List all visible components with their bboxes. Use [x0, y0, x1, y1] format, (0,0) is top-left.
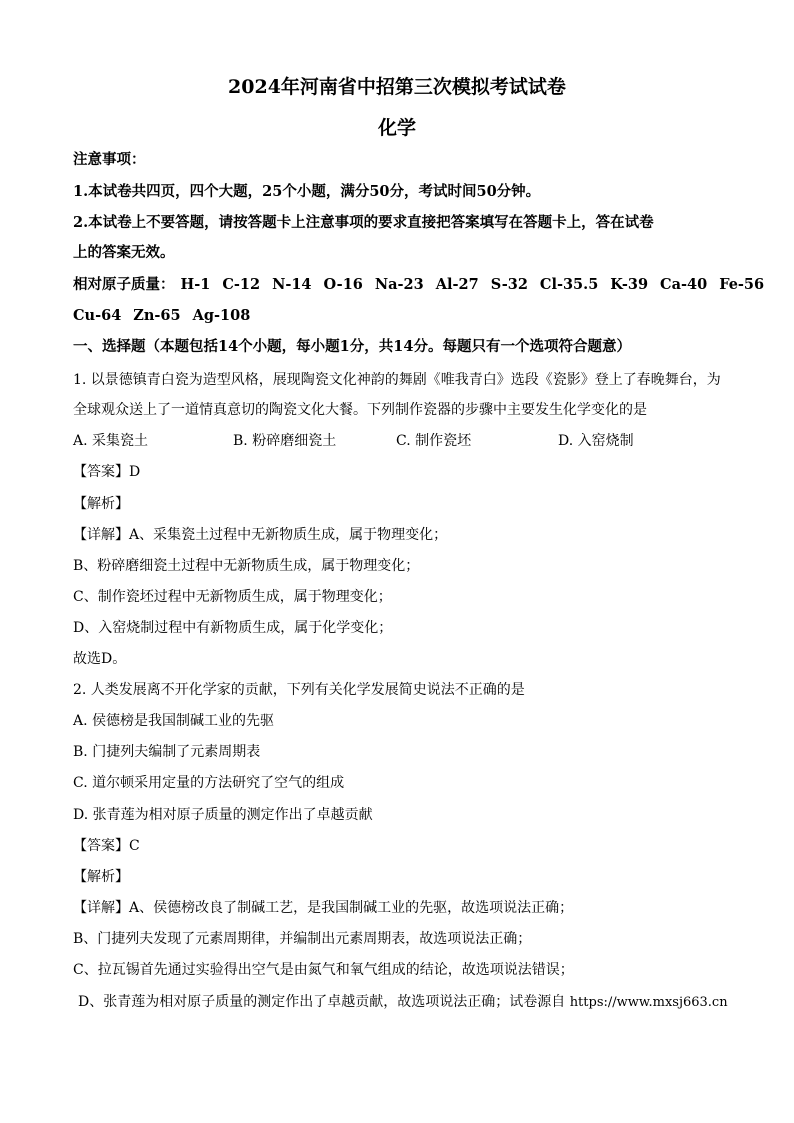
notice-item-1: 1.本试卷共四页，四个大题，25个小题，满分50分，考试时间50分钟。 — [73, 183, 541, 200]
notice-item-2-line-1: 2.本试卷上不要答题，请按答题卡上注意事项的要求直接把答案填写在答题卡上，答在试卷 — [73, 214, 654, 231]
answer-value: C — [129, 838, 140, 854]
q1-option-a: A. 采集瓷土 — [73, 433, 149, 449]
q2-option-d: D. 张青莲为相对原子质量的测定作出了卓越贡献 — [73, 807, 373, 823]
q2-detail-line-2: B、门捷列夫发现了元素周期律，并编制出元素周期表，故选项说法正确； — [73, 931, 532, 947]
q1-analysis-tag: 【解析】 — [73, 496, 129, 512]
section-1-heading: 一、选择题（本题包括14个小题，每小题1分，共14分。每题只有一个选项符合题意） — [73, 338, 631, 355]
atomic-mass: Ag-108 — [192, 307, 251, 324]
answer-value: D — [129, 464, 141, 480]
q1-conclusion: 故选D。 — [73, 651, 127, 667]
atomic-mass: Ca-40 — [660, 276, 708, 293]
q2-option-a: A. 侯德榜是我国制碱工业的先驱 — [73, 713, 275, 729]
subject-title: 化学 — [377, 117, 416, 139]
notice-item-2-line-2: 上的答案无效。 — [73, 244, 175, 261]
q1-answer — [73, 462, 140, 482]
atomic-mass: Cl-35.5 — [539, 276, 599, 293]
q1-detail-line-2: B、粉碎磨细瓷土过程中无新物质生成，属于物理变化； — [73, 558, 420, 574]
answer-tag: 【答案】 — [73, 464, 129, 480]
q2-detail-line-3: C、拉瓦锡首先通过实验得出空气是由氮气和氧气组成的结论，故选项说法错误； — [73, 962, 574, 978]
atomic-mass: N-14 — [272, 276, 312, 293]
q1-detail-line-3: C、制作瓷坯过程中无新物质生成，属于物理变化； — [73, 589, 392, 605]
source-url-link[interactable]: https://www.mxsj663.cn — [569, 995, 728, 1010]
atomic-mass: Al-27 — [435, 276, 479, 293]
q1-detail-line-4: D、入窑烧制过程中有新物质生成，属于化学变化； — [73, 620, 393, 636]
atomic-mass: O-16 — [323, 276, 363, 293]
q1-stem-line-1: 1. 以景德镇青白瓷为造型风格，展现陶瓷文化神韵的舞剧《唯我青白》选段《瓷影》登上了春晚舞台，为 — [73, 372, 721, 388]
atomic-mass: Cu-64 — [73, 307, 122, 324]
q2-detail-line-4 — [78, 992, 728, 1013]
atomic-mass: S-32 — [490, 276, 528, 293]
q1-stem-line-2: 全球观众送上了一道情真意切的陶瓷文化大餐。下列制作瓷器的步骤中主要发生化学变化的是 — [73, 402, 647, 418]
atomic-mass: K-39 — [610, 276, 649, 293]
q2-answer — [73, 836, 140, 856]
atomic-mass-line-2 — [73, 306, 262, 326]
q2-option-c: C. 道尔顿采用定量的方法研究了空气的组成 — [73, 775, 345, 791]
q1-detail-line-1: 【详解】A、采集瓷土过程中无新物质生成，属于物理变化； — [73, 527, 448, 543]
q2-detail-text: D、张青莲为相对原子质量的测定作出了卓越贡献，故选项说法正确；试卷源自 — [78, 994, 566, 1010]
atomic-mass-line-1 — [73, 275, 764, 295]
atomic-mass: Fe-56 — [719, 276, 765, 293]
q1-option-d: D. 入窑烧制 — [558, 433, 634, 449]
q2-detail-line-1: 【详解】A、侯德榜改良了制碱工艺，是我国制碱工业的先驱，故选项说法正确； — [73, 900, 574, 916]
atomic-mass: Na-23 — [374, 276, 424, 293]
q1-option-b: B. 粉碎磨细瓷土 — [233, 433, 337, 449]
exam-title: 2024年河南省中招第三次模拟考试试卷 — [228, 76, 566, 98]
q2-stem: 2. 人类发展离不开化学家的贡献，下列有关化学发展简史说法不正确的是 — [73, 682, 525, 698]
q2-analysis-tag: 【解析】 — [73, 869, 129, 885]
q2-option-b: B. 门捷列夫编制了元素周期表 — [73, 744, 261, 760]
atomic-mass: H-1 — [180, 276, 211, 293]
answer-tag: 【答案】 — [73, 838, 129, 854]
atomic-mass-label: 相对原子质量： — [73, 276, 175, 293]
atomic-mass: C-12 — [222, 276, 261, 293]
notice-heading: 注意事项： — [73, 151, 146, 168]
atomic-mass: Zn-65 — [133, 307, 181, 324]
q1-option-c: C. 制作瓷坯 — [396, 433, 472, 449]
